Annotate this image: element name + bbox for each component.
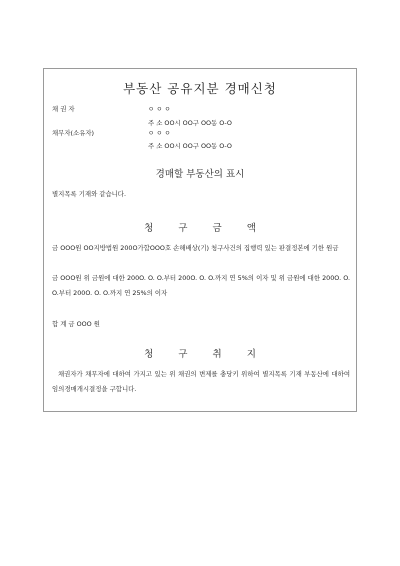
claim-interest: 금 OOO원 위 금원에 대한 200O. O. O.부터 200O. O. O.까지 연 5%의 이자 및 위 금원에 대한 200O. O. O.부터 200O. O. O.까지 연 25%의 이자 (52, 274, 350, 297)
claim-principal: 금 OOO원 OO지방법원 200O가합OOO호 손해배상(기) 청구사건의 집행력 있는 판결정본에 기한 원금 (52, 244, 339, 252)
document-page (43, 68, 357, 412)
debtor-name: ㅇ ㅇ ㅇ (148, 129, 171, 137)
debtor-label: 채무자(소유자) (52, 129, 95, 137)
claim-heading: 청 구 금 액 (144, 223, 267, 234)
creditor-name: ㅇ ㅇ ㅇ (148, 105, 171, 113)
creditor-address: 주 소 OO시 OO구 OO동 O-O (148, 119, 232, 127)
purpose-heading: 청 구 취 지 (144, 349, 267, 360)
purpose-text: 채권자가 채무자에 대하여 가지고 있는 위 채권의 변제를 충당키 위하여 별지목록 기재 부동산에 대하여 임의경매개시결정을 구합니다. (52, 370, 350, 393)
property-text: 별지목록 기재와 같습니다. (52, 190, 127, 198)
document-title: 부동산 공유지분 경매신청 (123, 81, 277, 96)
creditor-label: 채 권 자 (52, 105, 75, 113)
debtor-address: 주 소 OO시 OO구 OO동 O-O (148, 142, 232, 150)
claim-total: 합 계 금 OOO 원 (52, 320, 100, 328)
property-heading: 경매할 부동산의 표시 (155, 169, 245, 180)
